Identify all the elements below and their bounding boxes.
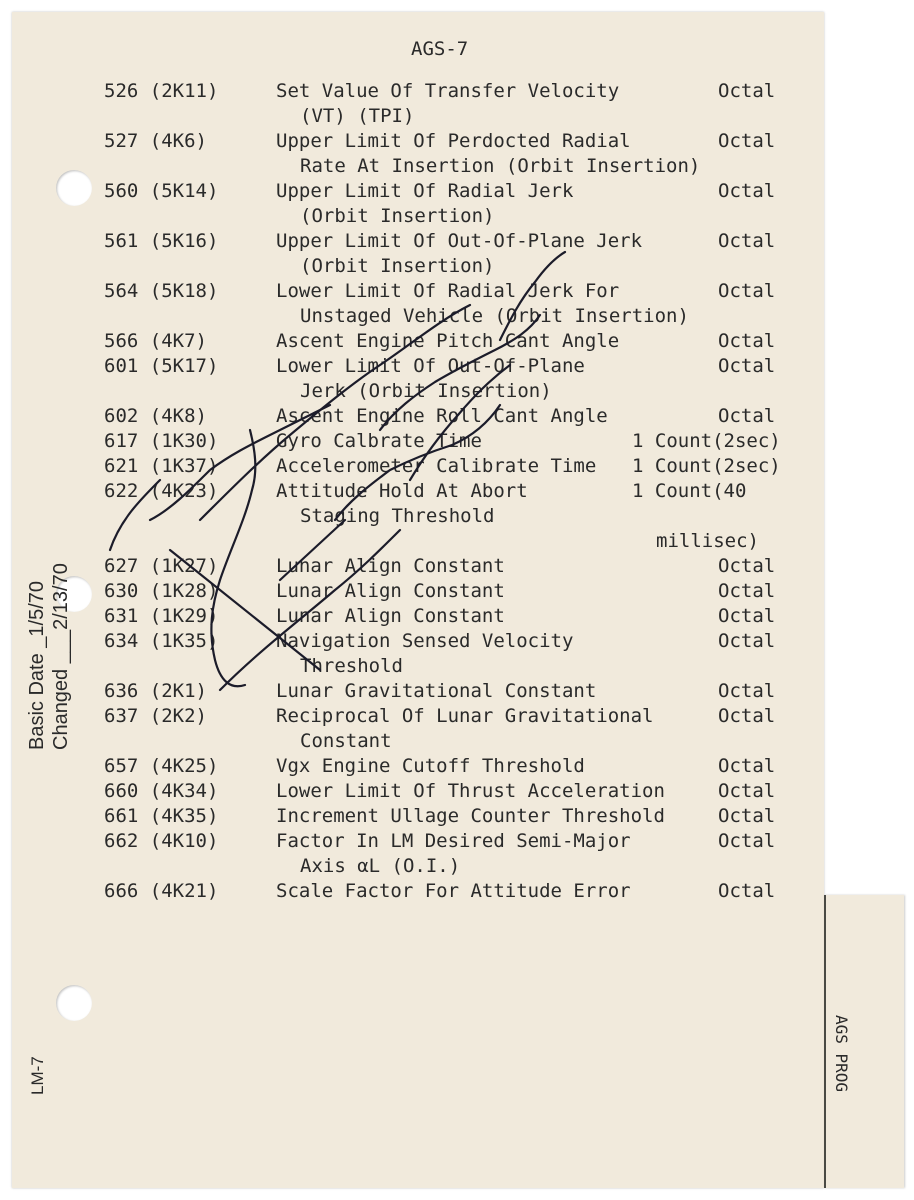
entry-code: 661 (4K35): [104, 805, 219, 827]
entry-code: 660 (4K34): [104, 780, 219, 802]
footer-code: LM-7: [28, 1056, 47, 1095]
entry-description-continued: Unstaged Vehicle (Orbit Insertion): [300, 305, 689, 327]
entry-format: Octal: [718, 80, 776, 102]
entry-code: 657 (4K25): [104, 755, 219, 777]
entry-description: Lunar Gravitational Constant: [276, 680, 597, 702]
entry-format: Octal: [718, 630, 776, 652]
entry-description-continued: Axis αL (O.I.): [300, 855, 461, 877]
entry-code: 602 (4K8): [104, 405, 207, 427]
entry-code: 564 (5K18): [104, 280, 219, 302]
entry-description: Reciprocal Of Lunar Gravitational: [276, 705, 654, 727]
entry-description: Ascent Engine Pitch Cant Angle: [276, 330, 620, 352]
entry-description-continued: Rate At Insertion (Orbit Insertion): [300, 155, 701, 177]
entry-code: 662 (4K10): [104, 830, 219, 852]
entry-code: 636 (2K1): [104, 680, 207, 702]
entry-description: Upper Limit Of Radial Jerk: [276, 180, 574, 202]
entry-description-continued: (VT) (TPI): [300, 105, 415, 127]
binder-hole: [56, 985, 92, 1021]
entry-description: Factor In LM Desired Semi-Major: [276, 830, 631, 852]
entry-format: Octal: [718, 805, 776, 827]
entry-code: 631 (1K29): [104, 605, 219, 627]
basic-date-label: Basic Date _1/5/70: [26, 581, 48, 750]
entry-description: Vgx Engine Cutoff Threshold: [276, 755, 585, 777]
changed-date-label: Changed ___2/13/70: [50, 563, 72, 750]
entry-format: 1 Count(2sec): [632, 455, 781, 477]
entry-format-continued: millisec): [656, 530, 759, 552]
entry-description-continued: Jerk (Orbit Insertion): [300, 380, 552, 402]
entry-description-continued: (Orbit Insertion): [300, 205, 495, 227]
entry-format: Octal: [718, 555, 776, 577]
entry-format: Octal: [718, 405, 776, 427]
tab-label: AGS PROG: [832, 1015, 851, 1093]
entry-code: 666 (4K21): [104, 880, 219, 902]
entry-format: Octal: [718, 180, 776, 202]
entry-format: Octal: [718, 755, 776, 777]
entry-format: Octal: [718, 280, 776, 302]
entry-description: Lower Limit Of Radial Jerk For: [276, 280, 620, 302]
entry-description: Lower Limit Of Out-Of-Plane: [276, 355, 585, 377]
entry-code: 630 (1K28): [104, 580, 219, 602]
entry-description: Navigation Sensed Velocity: [276, 630, 574, 652]
entry-code: 561 (5K16): [104, 230, 219, 252]
entry-format: Octal: [718, 605, 776, 627]
entry-description: Lunar Align Constant: [276, 555, 505, 577]
entry-description: Lunar Align Constant: [276, 580, 505, 602]
entry-format: 1 Count(40: [632, 480, 747, 502]
entry-format: Octal: [718, 355, 776, 377]
entry-description: Increment Ullage Counter Threshold: [276, 805, 665, 827]
entry-code: 634 (1K35): [104, 630, 219, 652]
entry-description: Attitude Hold At Abort: [276, 480, 528, 502]
entry-description-continued: (Orbit Insertion): [300, 255, 495, 277]
entry-description: Upper Limit Of Perdocted Radial: [276, 130, 631, 152]
entry-format: Octal: [718, 330, 776, 352]
entry-code: 637 (2K2): [104, 705, 207, 727]
entry-description: Ascent Engine Roll Cant Angle: [276, 405, 608, 427]
entry-code: 601 (5K17): [104, 355, 219, 377]
entry-code: 526 (2K11): [104, 80, 219, 102]
entry-description: Upper Limit Of Out-Of-Plane Jerk: [276, 230, 643, 252]
entry-code: 621 (1K37): [104, 455, 219, 477]
entry-format: Octal: [718, 705, 776, 727]
entry-code: 527 (4K6): [104, 130, 207, 152]
entry-format: Octal: [718, 680, 776, 702]
page-header: AGS-7: [411, 38, 469, 60]
entry-description-continued: Constant: [300, 730, 392, 752]
binder-hole: [56, 170, 92, 206]
entry-description: Lunar Align Constant: [276, 605, 505, 627]
entry-format: Octal: [718, 780, 776, 802]
entry-description: Set Value Of Transfer Velocity: [276, 80, 620, 102]
entry-code: 622 (4K23): [104, 480, 219, 502]
entry-code: 560 (5K14): [104, 180, 219, 202]
entry-description-continued: Staging Threshold: [300, 505, 495, 527]
entry-description: Gyro Calbrate Time: [276, 430, 482, 452]
entry-format: Octal: [718, 130, 776, 152]
entry-code: 617 (1K30): [104, 430, 219, 452]
entry-description-continued: Threshold: [300, 655, 403, 677]
entry-format: Octal: [718, 230, 776, 252]
entry-format: 1 Count(2sec): [632, 430, 781, 452]
entry-format: Octal: [718, 880, 776, 902]
entry-code: 566 (4K7): [104, 330, 207, 352]
entry-format: Octal: [718, 830, 776, 852]
entry-description: Lower Limit Of Thrust Acceleration: [276, 780, 665, 802]
entry-code: 627 (1K27): [104, 555, 219, 577]
entry-description: Scale Factor For Attitude Error: [276, 880, 631, 902]
entry-description: Accelerometer Calibrate Time: [276, 455, 597, 477]
entry-format: Octal: [718, 580, 776, 602]
handwritten-signature: [80, 220, 620, 740]
